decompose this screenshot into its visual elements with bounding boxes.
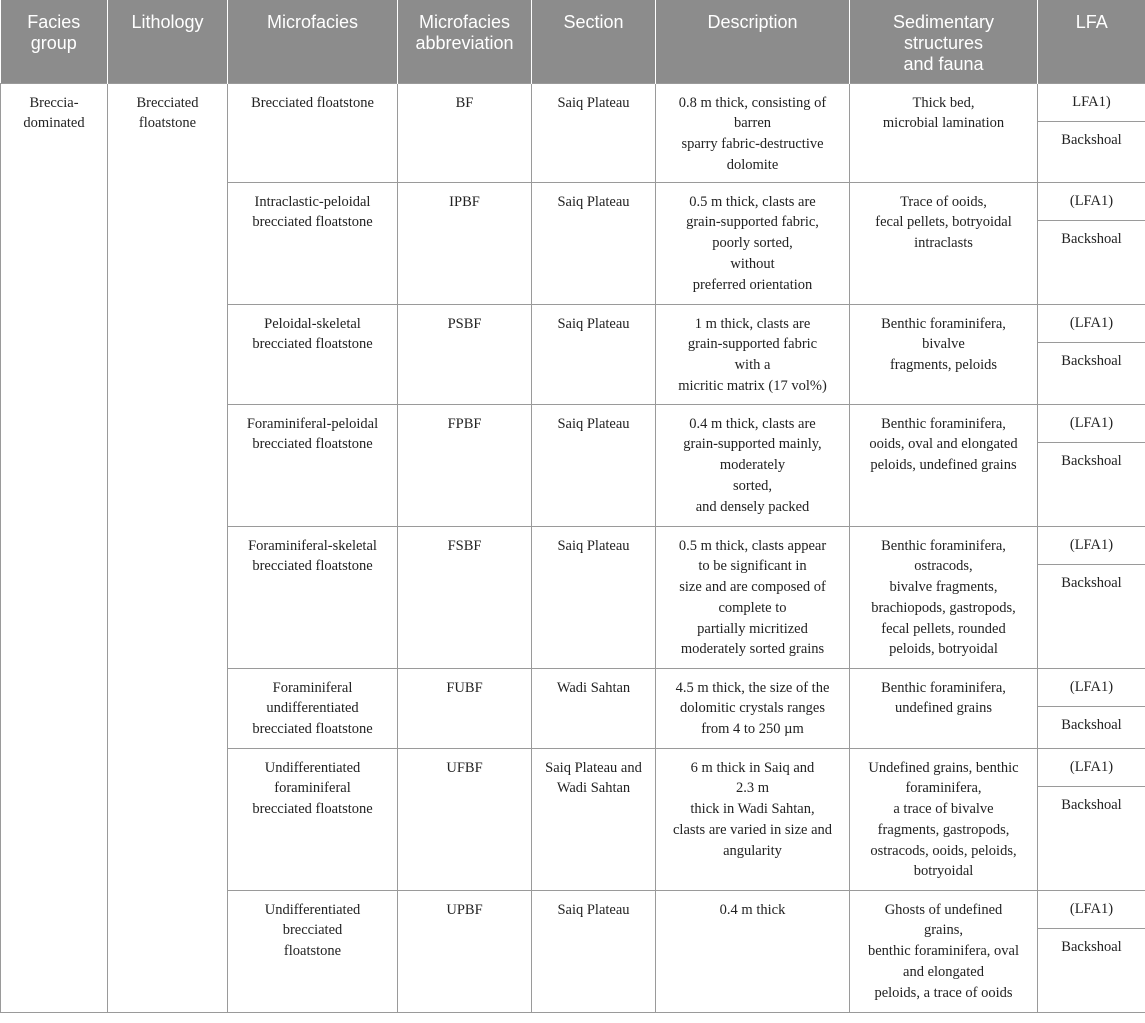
text-line: 2.3 m xyxy=(735,780,770,797)
microfacies-cell xyxy=(228,304,398,404)
text-line: PSBF xyxy=(447,315,482,332)
text-line: Section xyxy=(563,12,624,32)
text-line: fragments, peloids xyxy=(889,357,998,374)
text-line: peloids, undefined grains xyxy=(870,457,1017,474)
text-line: Wadi Sahtan xyxy=(556,780,631,797)
section-cell xyxy=(532,668,656,748)
text-line: structures xyxy=(903,33,984,53)
text-line: Foraminiferal-peloidal xyxy=(246,415,379,432)
text-line: preferred orientation xyxy=(692,276,813,293)
text-line: Undifferentiated xyxy=(264,759,361,776)
header-lithology xyxy=(108,0,228,83)
text-line: 6 m thick in Saiq and xyxy=(690,759,815,776)
microfacies-cell xyxy=(228,668,398,748)
lfa-cell: (LFA1) xyxy=(1038,404,1145,442)
section-cell xyxy=(532,404,656,526)
text-line: FPBF xyxy=(447,415,482,432)
text-line: Peloidal-skeletal xyxy=(264,315,361,332)
text-line: with a xyxy=(734,357,771,374)
lfa-cell: (LFA1) xyxy=(1038,526,1145,564)
section-cell xyxy=(532,83,656,182)
abbreviation-cell xyxy=(398,404,532,526)
abbreviation-cell xyxy=(398,668,532,748)
text-line: foraminiferal xyxy=(274,780,351,797)
header-section xyxy=(532,0,656,83)
text-line: FSBF xyxy=(447,537,482,554)
text-line: 0.5 m thick, clasts are xyxy=(689,193,816,210)
text-line: poorly sorted, xyxy=(712,235,793,252)
text-line: Microfacies xyxy=(266,12,359,32)
text-line: Saiq Plateau xyxy=(557,901,630,918)
microfacies-cell xyxy=(228,526,398,668)
text-line: Benthic foraminifera, xyxy=(881,679,1006,696)
text-line: grains, xyxy=(923,922,964,939)
description-cell xyxy=(656,748,850,890)
abbreviation-cell xyxy=(398,890,532,1012)
text-line: undefined grains xyxy=(894,700,993,717)
text-line: sorted, xyxy=(732,477,773,494)
text-line: moderately sorted grains xyxy=(680,641,825,658)
text-line: and fauna xyxy=(903,54,984,74)
text-line: complete to xyxy=(718,599,787,616)
structures-cell xyxy=(850,304,1038,404)
environment-cell: Backshoal xyxy=(1038,786,1145,890)
text-line: intraclasts xyxy=(914,235,973,252)
text-line: brecciated xyxy=(282,922,343,939)
text-line: dolomite xyxy=(726,156,779,173)
text-line: moderately xyxy=(719,457,786,474)
text-line: FUBF xyxy=(446,679,483,696)
lfa-cell: (LFA1) xyxy=(1038,668,1145,706)
text-line: and densely packed xyxy=(695,498,810,515)
text-line: peloids, a trace of ooids xyxy=(874,984,1013,1001)
lfa-cell: (LFA1) xyxy=(1038,890,1145,928)
text-line: botryoidal xyxy=(913,863,974,880)
text-line: UFBF xyxy=(446,759,483,776)
section-cell xyxy=(532,304,656,404)
text-line: floatstone xyxy=(138,115,197,132)
text-line: undifferentiated xyxy=(266,700,359,717)
abbreviation-cell xyxy=(398,304,532,404)
text-line: and elongated xyxy=(903,963,984,980)
text-line: partially micritized xyxy=(697,620,808,637)
text-line: grain-supported fabric, xyxy=(686,214,819,231)
text-line: Saiq Plateau xyxy=(557,94,630,111)
text-line: brecciated floatstone xyxy=(252,436,373,453)
text-line: Saiq Plateau xyxy=(557,537,630,554)
text-line: Brecciated floatstone xyxy=(251,94,374,111)
text-line: ostracods, xyxy=(914,558,973,575)
text-line: brecciated floatstone xyxy=(252,801,373,818)
text-line: Breccia- xyxy=(29,94,79,111)
text-line: angularity xyxy=(723,842,782,859)
structures-cell xyxy=(850,404,1038,526)
text-line: Description xyxy=(707,12,798,32)
lithology-cell xyxy=(108,83,228,1012)
text-line: brecciated floatstone xyxy=(252,558,373,575)
text-line: from 4 to 250 µm xyxy=(701,721,804,738)
text-line: to be significant in xyxy=(698,558,807,575)
text-line: 0.5 m thick, clasts appear xyxy=(678,537,827,554)
text-line: ooids, oval and elongated xyxy=(869,436,1018,453)
section-cell xyxy=(532,748,656,890)
text-line: BF xyxy=(455,94,474,111)
section-cell xyxy=(532,890,656,1012)
text-line: group xyxy=(30,33,77,53)
text-line: fecal pellets, rounded xyxy=(881,620,1006,637)
abbreviation-cell xyxy=(398,526,532,668)
text-line: micritic matrix (17 vol%) xyxy=(678,377,827,394)
text-line: without xyxy=(730,255,775,272)
text-line: bivalve xyxy=(922,336,965,353)
structures-cell xyxy=(850,83,1038,182)
description-cell xyxy=(656,404,850,526)
text-line: Lithology xyxy=(131,12,204,32)
text-line: 4.5 m thick, the size of the xyxy=(675,679,830,696)
section-cell xyxy=(532,182,656,304)
text-line: thick in Wadi Sahtan, xyxy=(690,801,815,818)
text-line: dominated xyxy=(23,115,85,132)
text-line: UPBF xyxy=(446,901,483,918)
description-cell xyxy=(656,83,850,182)
text-line: dolomitic crystals ranges xyxy=(680,700,825,717)
microfacies-cell xyxy=(228,748,398,890)
microfacies-cell xyxy=(228,83,398,182)
text-line: bivalve fragments, xyxy=(889,579,998,596)
text-line: brachiopods, gastropods, xyxy=(871,599,1016,616)
text-line: Thick bed, xyxy=(912,94,975,111)
text-line: Undifferentiated xyxy=(264,901,361,918)
text-line: Brecciated xyxy=(136,94,199,111)
text-line: Saiq Plateau xyxy=(557,415,630,432)
text-line: brecciated floatstone xyxy=(252,214,373,231)
description-cell xyxy=(656,304,850,404)
header-facies-group xyxy=(1,0,108,83)
text-line: barren xyxy=(733,115,772,132)
text-line: abbreviation xyxy=(415,33,514,53)
text-line: IPBF xyxy=(449,193,480,210)
description-cell xyxy=(656,890,850,1012)
text-line: Trace of ooids, xyxy=(900,193,987,210)
text-line: Wadi Sahtan xyxy=(556,679,631,696)
text-line: Saiq Plateau xyxy=(557,315,630,332)
text-line: brecciated floatstone xyxy=(252,336,373,353)
environment-cell: Backshoal xyxy=(1038,564,1145,668)
text-line: Intraclastic-peloidal xyxy=(254,193,371,210)
structures-cell xyxy=(850,182,1038,304)
text-line: peloids, botryoidal xyxy=(889,641,998,658)
environment-cell: Backshoal xyxy=(1038,121,1145,182)
environment-cell: Backshoal xyxy=(1038,928,1145,1012)
environment-cell: Backshoal xyxy=(1038,442,1145,526)
structures-cell xyxy=(850,668,1038,748)
environment-cell: Backshoal xyxy=(1038,706,1145,748)
text-line: Microfacies xyxy=(418,12,511,32)
text-line: 1 m thick, clasts are xyxy=(694,315,811,332)
text-line: Saiq Plateau and xyxy=(545,759,642,776)
lfa-cell: (LFA1) xyxy=(1038,304,1145,342)
table-row xyxy=(1,83,1145,121)
microfacies-cell xyxy=(228,890,398,1012)
text-line: Saiq Plateau xyxy=(557,193,630,210)
lfa-cell: LFA1) xyxy=(1038,83,1145,121)
text-line: brecciated floatstone xyxy=(252,721,373,738)
text-line: foraminifera, xyxy=(905,780,982,797)
text-line: Undefined grains, benthic xyxy=(868,759,1019,776)
text-line: Benthic foraminifera, xyxy=(881,315,1006,332)
structures-cell xyxy=(850,526,1038,668)
text-line: Sedimentary xyxy=(892,12,995,32)
text-line: 0.8 m thick, consisting of xyxy=(678,94,827,111)
abbreviation-cell xyxy=(398,83,532,182)
header-row xyxy=(1,0,1145,83)
header-structures xyxy=(850,0,1038,83)
header-description xyxy=(656,0,850,83)
text-line: 0.4 m thick, clasts are xyxy=(689,415,816,432)
facies-group-cell xyxy=(1,83,108,1012)
text-line: Foraminiferal-skeletal xyxy=(248,537,377,554)
header-microfacies xyxy=(228,0,398,83)
environment-cell: Backshoal xyxy=(1038,220,1145,304)
text-line: benthic foraminifera, oval xyxy=(868,943,1019,960)
text-line: size and are composed of xyxy=(679,579,826,596)
text-line: Ghosts of undefined xyxy=(884,901,1003,918)
environment-cell: Backshoal xyxy=(1038,342,1145,404)
text-line: sparry fabric-destructive xyxy=(681,136,824,153)
text-line: fragments, gastropods, xyxy=(877,821,1010,838)
text-line: Facies xyxy=(27,12,81,32)
text-line: Foraminiferal xyxy=(272,679,353,696)
microfacies-cell xyxy=(228,404,398,526)
abbreviation-cell xyxy=(398,182,532,304)
structures-cell xyxy=(850,890,1038,1012)
text-line: Benthic foraminifera, xyxy=(881,415,1006,432)
text-line: clasts are varied in size and xyxy=(672,821,833,838)
microfacies-cell xyxy=(228,182,398,304)
text-line: floatstone xyxy=(283,943,342,960)
description-cell xyxy=(656,668,850,748)
lfa-cell: (LFA1) xyxy=(1038,182,1145,220)
table-body xyxy=(1,83,1145,1012)
structures-cell xyxy=(850,748,1038,890)
text-line: a trace of bivalve xyxy=(893,801,994,818)
abbreviation-cell xyxy=(398,748,532,890)
text-line: fecal pellets, botryoidal xyxy=(875,214,1012,231)
text-line: LFA xyxy=(1075,12,1108,32)
header-abbreviation xyxy=(398,0,532,83)
text-line: grain-supported fabric xyxy=(687,336,818,353)
text-line: grain-supported mainly, xyxy=(683,436,822,453)
text-line: ostracods, ooids, peloids, xyxy=(870,842,1017,859)
description-cell xyxy=(656,526,850,668)
section-cell xyxy=(532,526,656,668)
text-line: Benthic foraminifera, xyxy=(881,537,1006,554)
lfa-cell: (LFA1) xyxy=(1038,748,1145,786)
description-cell xyxy=(656,182,850,304)
text-line: 0.4 m thick xyxy=(719,901,786,918)
header-lfa xyxy=(1038,0,1145,83)
text-line: microbial lamination xyxy=(882,115,1005,132)
